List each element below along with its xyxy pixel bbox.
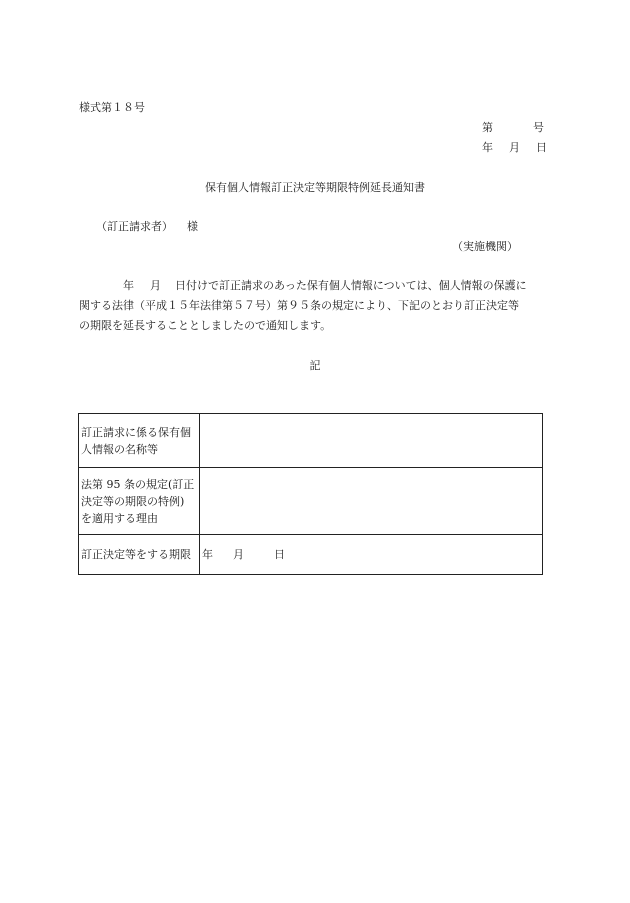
table-row [79,535,543,575]
row-label-line: 法第 95 条の規定(訂正 [81,477,195,491]
row-value-info-name [200,414,543,468]
row-label-line: 決定等の期限の特例) [81,494,185,508]
issue-date-day: 日 [536,141,547,154]
document-title: 保有個人情報訂正決定等期限特例延長通知書 [205,181,425,194]
deadline-year: 年 [202,548,213,561]
number-prefix: 第 [482,121,493,134]
table-row [79,414,543,468]
row-label-line: 人情報の名称等 [81,442,158,456]
details-table [78,413,543,575]
body-line-3: の期限を延長することとしましたので通知します。 [79,319,332,332]
recipient-label: （訂正請求者） [96,220,173,233]
row-label-line: を適用する理由 [81,511,158,525]
body-line-1 [79,277,527,293]
body-month: 月 [150,279,161,292]
body-line-1-text: 日付けで訂正請求のあった保有個人情報については、個人情報の保護に [175,279,527,292]
document-number-line [482,119,544,135]
row-label-deadline: 訂正決定等をする期限 [79,535,200,575]
row-label-line: 訂正請求に係る保有個 [81,425,191,439]
issue-date-year: 年 [482,141,493,154]
row-value-reason [200,468,543,535]
deadline-month: 月 [233,548,244,561]
body-year: 年 [123,279,134,292]
ki-heading: 記 [309,359,321,372]
number-suffix: 号 [533,121,544,134]
row-label-reason [79,468,200,535]
issue-date-month: 月 [509,141,520,154]
row-label-info-name [79,414,200,468]
recipient-honorific: 様 [187,220,198,233]
recipient-line [96,218,198,234]
table-row [79,468,543,535]
form-number: 様式第１８号 [79,101,145,114]
row-value-deadline [200,535,543,575]
body-line-2: 関する法律（平成１５年法律第５７号）第９５条の規定により、下記のとおり訂正決定等 [79,299,519,312]
issue-date-line [482,139,547,155]
implementing-organization: （実施機関） [452,240,518,253]
deadline-day: 日 [274,548,285,561]
